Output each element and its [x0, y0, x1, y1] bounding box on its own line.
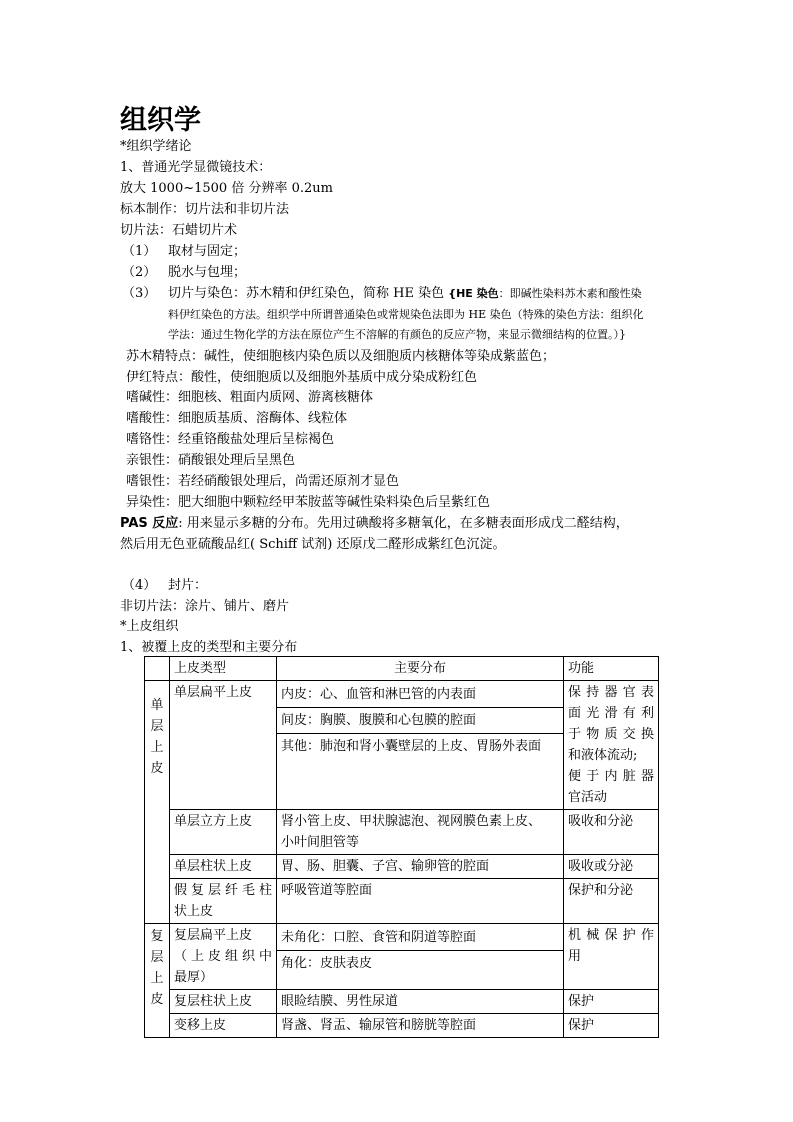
function-cell: 保护 — [564, 1014, 659, 1038]
table-row — [145, 924, 659, 990]
type-cell: 单层立方上皮 — [170, 810, 277, 855]
distribution-item: 其他：肺泡和肾小囊壁层的上皮、胃肠外表面 — [281, 739, 542, 754]
distribution-cell: 肾盏、肾盂、输尿管和膀胱等腔面 — [277, 1014, 564, 1038]
step-text: 取材与固定； — [168, 244, 247, 259]
section-heading-epithelium: *上皮组织 — [120, 619, 179, 634]
function-line: 用 — [568, 949, 582, 964]
type-cell — [170, 879, 277, 924]
distribution-item: 内皮：心、血管和淋巴管的内表面 — [277, 682, 563, 708]
step-text — [168, 286, 642, 302]
function-line: 便于内脏器 — [568, 769, 654, 784]
group-label: 单 层 上 皮 — [145, 681, 170, 924]
pas-text: : 用来显示多糖的分布。先用过碘酸将多糖氧化，在多糖表面形成戊二醛结构， — [178, 516, 629, 531]
distribution-cell — [277, 810, 564, 855]
text-line: 嗜酸性：细胞质基质、溶酶体、线粒体 — [126, 411, 348, 426]
step-number: （2） — [122, 265, 157, 280]
function-line: 于物质交换 — [568, 727, 654, 742]
pas-paragraph — [120, 516, 629, 532]
step-number: （3） — [122, 286, 157, 301]
type-line: （上皮组织中 — [174, 949, 272, 964]
pas-text: 然后用无色亚硫酸品红( Schiff 试剂) 还原戊二醛形成紫红色沉淀。 — [120, 537, 506, 552]
step-text: 封片： — [168, 578, 208, 593]
distribution-cell — [277, 924, 564, 990]
type-cell: 复层柱状上皮 — [170, 990, 277, 1014]
function-cell: 吸收和分泌 — [564, 810, 659, 855]
table-cell — [145, 657, 170, 681]
function-line: 机械保护作 — [568, 928, 654, 943]
function-line: 面光滑有利 — [568, 706, 654, 721]
type-line: 复层扁平上皮 — [174, 928, 253, 943]
table-caption: 1、被覆上皮的类型和主要分布 — [120, 640, 298, 655]
table-row — [145, 1014, 659, 1038]
step-text-main: 切片与染色：苏木精和伊红染色，简称 HE 染色 — [168, 286, 445, 301]
table-header-row — [145, 657, 659, 681]
text-line: 伊红特点：酸性，使细胞质以及细胞外基质中成分染成粉红色 — [126, 370, 478, 385]
text-line: 嗜铬性：经重铬酸盐处理后呈棕褐色 — [126, 432, 335, 447]
distribution-line: 肾小管上皮、甲状腺滤泡、视网膜色素上皮、 — [281, 814, 542, 829]
text-line: 切片法：石蜡切片术 — [120, 223, 238, 238]
group-label: 复 层 上 皮 — [145, 924, 170, 1038]
distribution-item: 间皮：胸膜、腹膜和心包膜的腔面 — [277, 708, 563, 734]
text-line: 亲银性：硝酸银处理后呈黑色 — [126, 453, 296, 468]
he-note-label: {HE 染色 — [448, 287, 499, 300]
function-cell — [564, 924, 659, 990]
distribution-cell: 呼吸管道等腔面 — [277, 879, 564, 924]
text-line: 异染性：肥大细胞中颗粒经甲苯胺蓝等碱性染料染色后呈紫红色 — [126, 495, 491, 510]
table-row — [145, 879, 659, 924]
function-cell: 吸收或分泌 — [564, 855, 659, 879]
page-title: 组织学 — [120, 105, 201, 136]
he-note-text: ：即碱性染料苏木素和酸性染 — [498, 287, 642, 300]
he-note-open — [448, 287, 641, 300]
text-line: 嗜碱性：细胞核、粗面内质网、游离核糖体 — [126, 390, 374, 405]
step-text: 脱水与包埋； — [168, 265, 247, 280]
type-cell: 变移上皮 — [170, 1014, 277, 1038]
distribution-line: 小叶间胆管等 — [281, 835, 360, 850]
function-line: 保持器官表 — [568, 685, 654, 700]
section-heading-intro: *组织学绪论 — [120, 139, 192, 154]
type-line: 假复层纤毛柱 — [174, 883, 272, 898]
function-line: 和液体流动; — [568, 748, 638, 763]
distribution-item: 未角化：口腔、食管和阴道等腔面 — [277, 925, 563, 951]
table-row — [145, 681, 659, 810]
distribution-item: 角化：皮肤表皮 — [281, 956, 373, 971]
function-cell — [564, 681, 659, 810]
table-row — [145, 990, 659, 1014]
table-header: 功能 — [564, 657, 659, 681]
text-line: 非切片法：涂片、铺片、磨片 — [120, 599, 290, 614]
table-header: 主要分布 — [277, 657, 564, 681]
type-line: 状上皮 — [174, 904, 214, 919]
text-line: 苏木精特点：碱性，使细胞核内染色质以及细胞质内核糖体等染成紫蓝色； — [126, 349, 556, 364]
type-cell: 单层扁平上皮 — [170, 681, 277, 810]
step-number: （1） — [122, 244, 157, 259]
function-cell: 保护和分泌 — [564, 879, 659, 924]
type-cell — [170, 924, 277, 990]
function-line: 官活动 — [568, 790, 608, 805]
table-row — [145, 810, 659, 855]
he-note-line: 学法：通过生物化学的方法在原位产生不溶解的有颜色的反应产物，来显示微细结构的位置。）} — [168, 328, 626, 341]
step-number: （4） — [122, 578, 157, 593]
function-cell: 保护 — [564, 990, 659, 1014]
text-line: 标本制作：切片法和非切片法 — [120, 202, 290, 217]
distribution-cell — [277, 681, 564, 810]
table-header: 上皮类型 — [170, 657, 277, 681]
pas-label: PAS 反应 — [120, 516, 179, 531]
table-row — [145, 855, 659, 879]
text-line: 嗜银性：若经硝酸银处理后，尚需还原剂才显色 — [126, 474, 400, 489]
type-line: 最厚） — [174, 970, 214, 985]
epithelium-table — [144, 656, 659, 1038]
distribution-cell: 眼睑结膜、男性尿道 — [277, 990, 564, 1014]
he-note-line: 料伊红染色的方法。组织学中所谓普通染色或常规染色法即为 HE 染色（特殊的染色方法：组织化 — [168, 308, 644, 321]
type-cell: 单层柱状上皮 — [170, 855, 277, 879]
text-line: 放大 1000~1500 倍 分辨率 0.2um — [120, 181, 333, 196]
text-line: 1、普通光学显微镜技术： — [120, 160, 272, 175]
distribution-cell: 胃、肠、胆囊、子宫、输卵管的腔面 — [277, 855, 564, 879]
